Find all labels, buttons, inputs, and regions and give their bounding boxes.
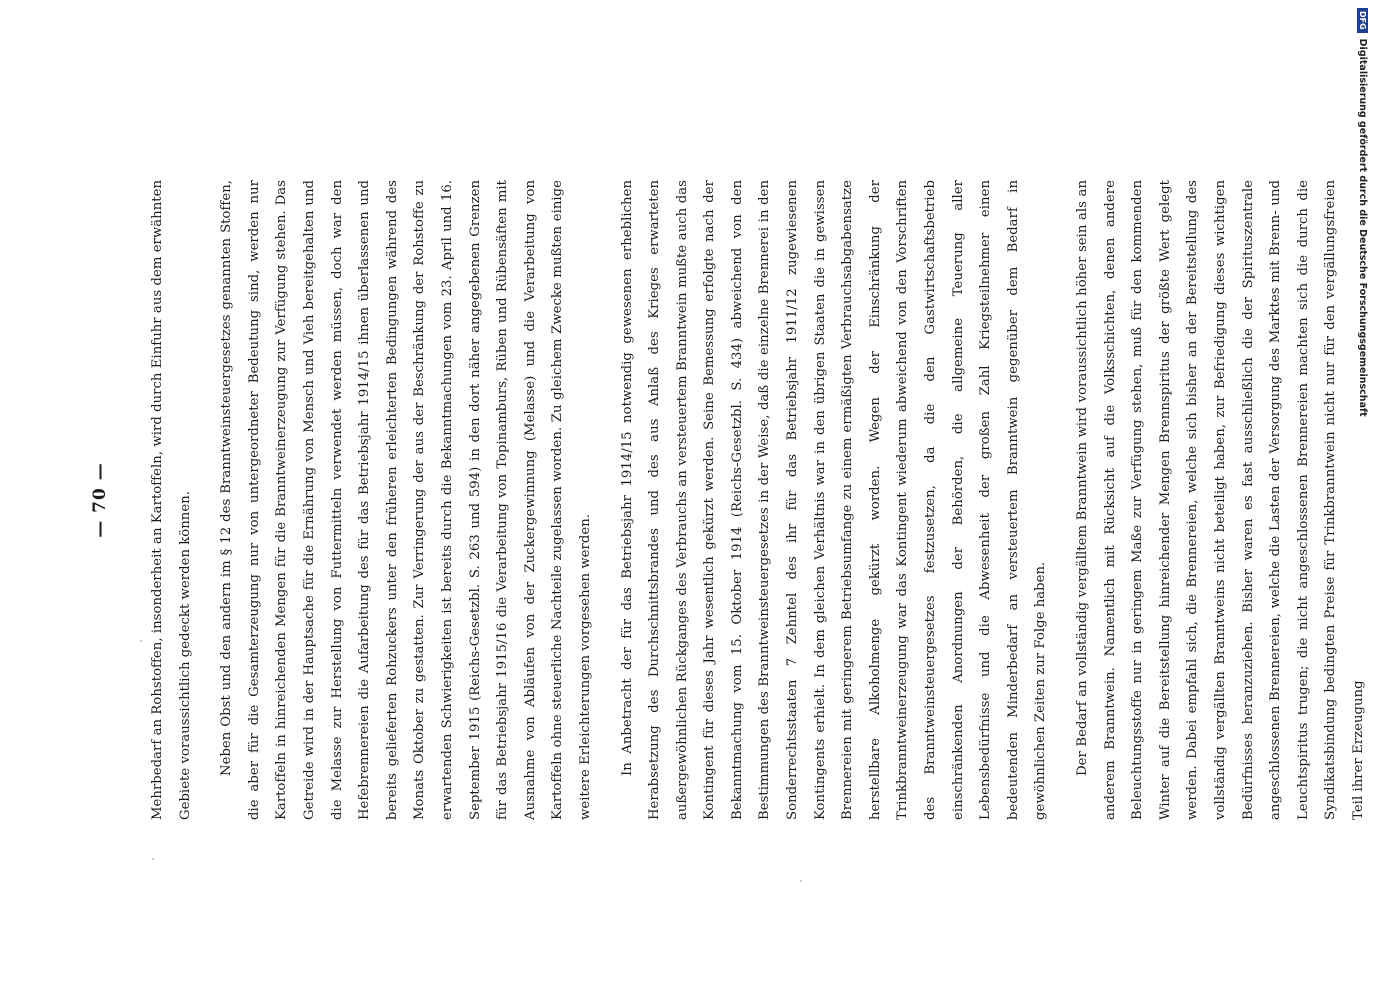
dfg-credit [1357,8,1368,417]
paragraph-3: In Anbetracht der für das Betriebsjahr 1914/15 notwendig gewesenen erheblichen Herabsetzung des Durchschnittsbrandes und des aus Anlaß des Krieges erwarteten außergewöhnlichen Rückganges des Verbrauchs an versteuertem Branntwein mußte auch das Kontingent für dieses Jahr wesentlich gekürzt werden. Seine Bemessung erfolgte nach der Bekanntmachung vom 15. Oktober 1914 (Reichs-Gesetzbl. S. 434) abweichend von den Bestimmungen des Branntweinsteuergesetzes in der Weise, daß die einzelne Brennerei in den Sonderrechtsstaaten 7 Zehntel des ihr für das Betriebsjahr 1911/12 zugewiesenen Kontingents erhielt. In dem gleichen Verhältnis war in den übrigen Staaten die in gewissen Brennereien mit geringerem Betriebsumfange zu einem ermäßigten Verbrauchsabgabensatze herstellbare Alkoholmenge gekürzt worden. Wegen der Einschränkung der Trinkbranntweinerzeugung war das Kontingent wiederum abweichend von den Vorschriften des Branntweinsteuergesetzes festzusetzen, da die den Gastwirtschaftsbetrieb einschränkenden Anordnungen der Behörden, die allgemeine Teuerung aller Lebensbedürfnisse und die Abwesenheit der großen Zahl Kriegsteilnehmer einen bedeutenden Minderbedarf an versteuertem Branntwein gegenüber dem Bedarf in gewöhnlichen Zeiten zur Folge haben. [619,180,1049,820]
body-text [144,180,1373,820]
paragraph-4: Der Bedarf an vollständig vergälltem Branntwein wird voraussichtlich höher sein als an anderem Branntwein. Namentlich mit Rücksicht auf die Volksschichten, denen andere Beleuchtungsstoffe nur in geringem Maße zur Verfügung stehen, muß für den kommenden Winter auf die Bereitstellung hinreichender Mengen Brennspiritus der größte Wert gelegt werden. Dabei empfahl sich, die Brennereien, welche sich bisher an der Bereitstellung des vollständig vergällten Branntweins nicht beteiligt haben, zur Befriedigung dieses wichtigen Bedürfnisses heranzuziehen. Bisher waren es fast ausschließlich die der Spirituszentrale angeschlossenen Brennereien, welche die Lasten der Versorgung des Marktes mit Brenn- und Leuchtspiritus trugen; die nicht angeschlossenen Brennereien machten sich die durch die Syndikatsbindung bedingten Preise für Trinkbranntwein nicht nur für den vergällungsfreien Teil ihrer Erzeugung [1075,180,1366,820]
page-number: — 70 — [90,462,110,538]
scan-speck [140,640,142,642]
paragraph-2: Neben Obst und den andern im § 12 des Branntweinsteuergesetzes genannten Stoffen, die aber für die Gesamterzeugung nur von untergeordneter Bedeutung sind, werden nur Kartoffeln in hinreichenden Mengen für die Branntweinerzeugung zur Verfügung stehen. Das Getreide wird in der Hauptsache für die Ernährung von Mensch und Vieh bereitgehalten und die Melasse zur Herstellung von Futtermitteln verwendet werden müssen, doch war den Hefebrennereien die Aufarbeitung des für das Betriebsjahr 1914/15 ihnen überlassenen und bereits gelieferten Rohzuckers unter den früheren erleichterten Bedingungen während des Monats Oktober zu gestatten. Zur Verringerung der aus der Beschränkung der Rohstoffe zu erwartenden Schwierigkeiten ist bereits durch die Bekanntmachungen vom 23. April und 16. September 1915 (Reichs-Gesetzbl. S. 263 und 594) in den dort näher angegebenen Grenzen für das Betriebsjahr 1915/16 die Verarbeitung von Topinamburs, Rüben und Rübensäften mit Ausnahme von Abläufen von der Zuckergewinnung (Melasse) und die Verarbeitung von Kartoffeln ohne steuerliche Nachteile zugelassen worden. Zu gleichem Zwecke mußten einige weitere Erleichterungen vorgesehen werden. [219,180,593,820]
scan-speck [152,858,154,860]
paragraph-1: Mehrbedarf an Rohstoffen, insonderheit an Kartoffeln, wird durch Einfuhr aus dem erwähnten Gebiete voraussichtlich gedeckt werden können. [150,180,193,820]
dfg-credit-text: Digitalisierung gefördert durch die Deutsche Forschungsgemeinschaft [1357,38,1368,417]
scan-speck [800,880,802,882]
dfg-logo-icon: DFG [1357,8,1368,33]
